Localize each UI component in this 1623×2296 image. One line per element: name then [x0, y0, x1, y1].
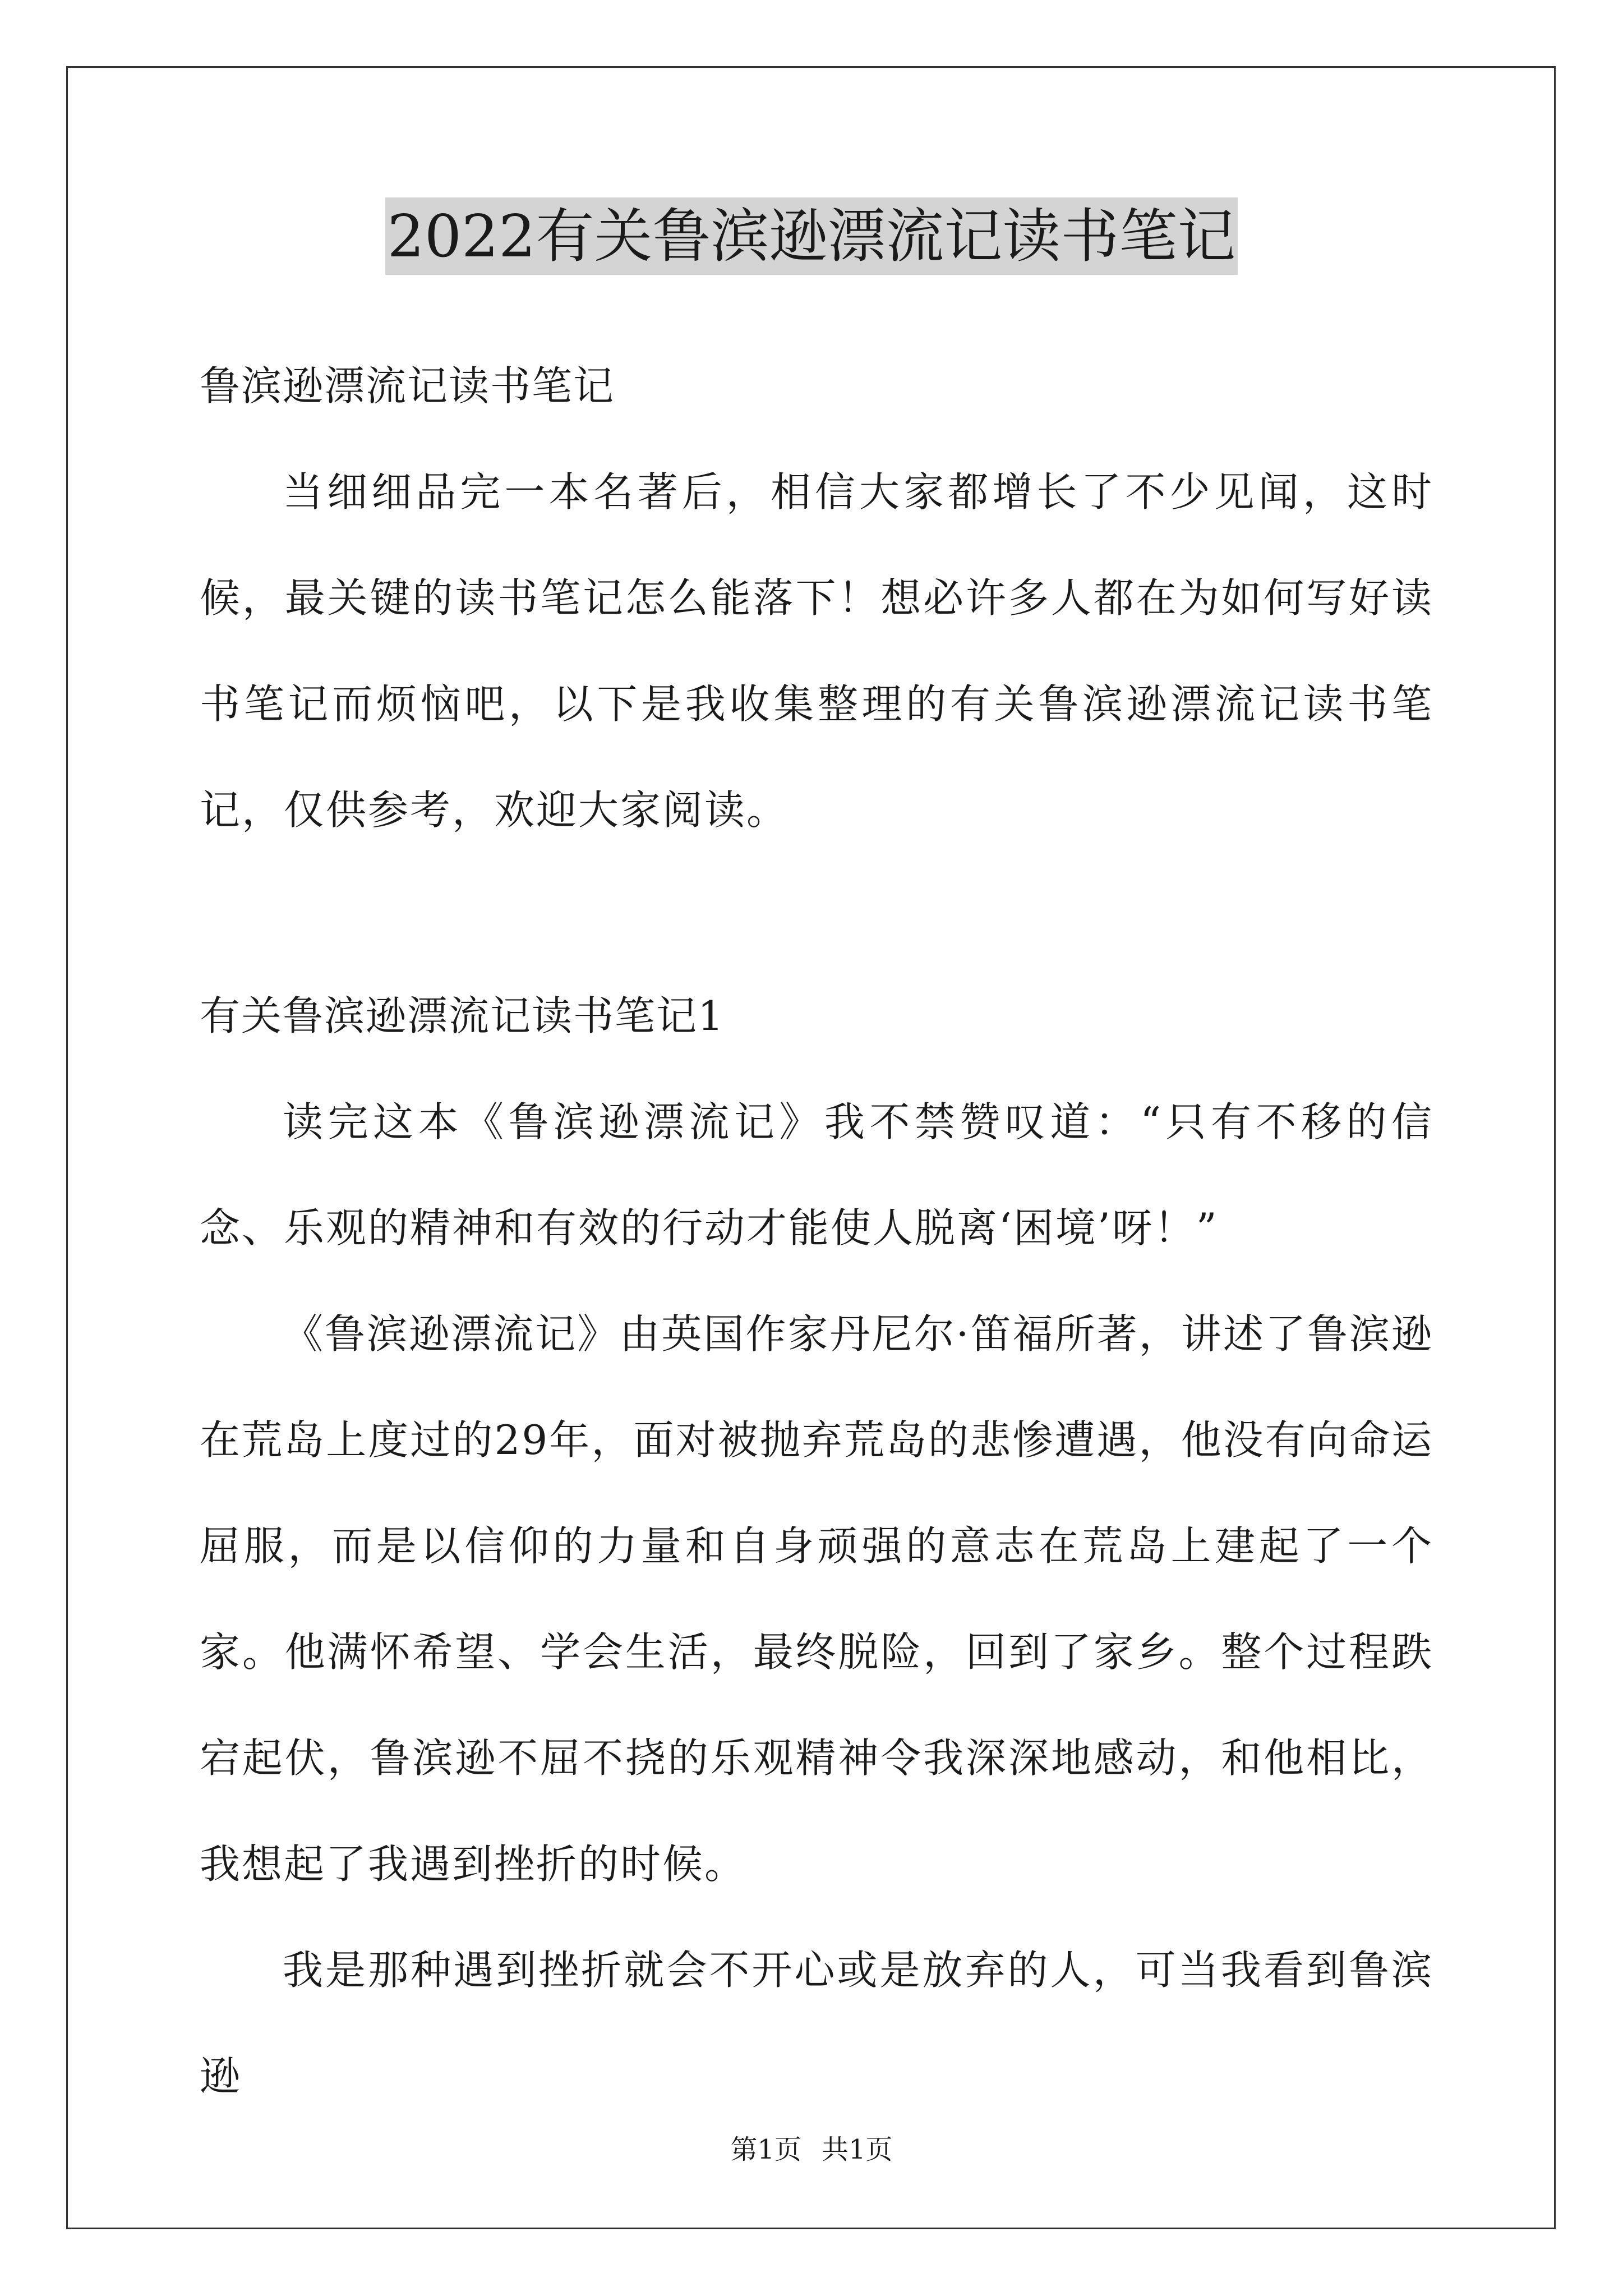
body-paragraph: 我是那种遇到挫折就会不开心或是放弃的人，可当我看到鲁滨逊 — [200, 1947, 1433, 2100]
document-title: 2022有关鲁滨逊漂流记读书笔记 — [385, 197, 1238, 275]
section-heading: 有关鲁滨逊漂流记读书笔记1 — [200, 992, 725, 1039]
page-number: 第1页 — [730, 2134, 801, 2165]
page-footer — [0, 2133, 1623, 2166]
title-wrap — [0, 197, 1623, 275]
intro-paragraph: 当细细品完一本名著后，相信大家都增长了不少见闻，这时候，最关键的读书笔记怎么能落下！想必许多人都在为如何写好读书笔记而烦恼吧，以下是我收集整理的有关鲁滨逊漂流记读书笔记，仅供参考，欢迎大家阅读。 — [200, 468, 1433, 834]
body-paragraph: 《鲁滨逊漂流记》由英国作家丹尼尔·笛福所著，讲述了鲁滨逊在荒岛上度过的29年，面对被抛弃荒岛的悲惨遭遇，他没有向命运屈服，而是以信仰的力量和自身顽强的意志在荒岛上建起了一个家。他满怀希望、学会生活，最终脱险，回到了家乡。整个过程跌宕起伏，鲁滨逊不屈不挠的乐观精神令我深深地感动，和他相比，我想起了我遇到挫折的时候。 — [200, 1310, 1433, 1888]
page-total: 共1页 — [822, 2134, 893, 2165]
document-body — [200, 333, 1433, 2129]
body-paragraph: 读完这本《鲁滨逊漂流记》我不禁赞叹道：“只有不移的信念、乐观的精神和有效的行动才能使人脱离‘困境’呀！” — [200, 1098, 1433, 1251]
section-heading: 鲁滨逊漂流记读书笔记 — [200, 362, 615, 409]
